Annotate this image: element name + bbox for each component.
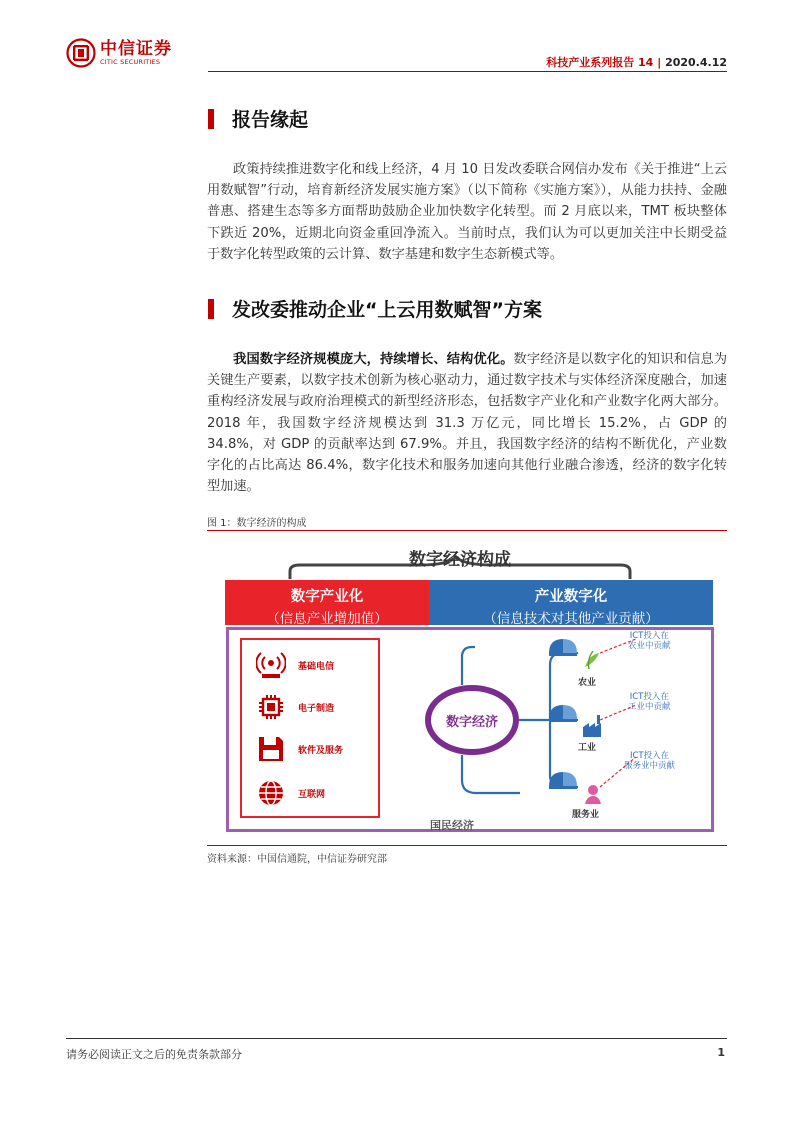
ict-label-agriculture xyxy=(628,631,671,651)
right-box-title: 产业数字化 xyxy=(534,589,608,605)
ict-label-services xyxy=(624,751,675,771)
item-internet xyxy=(256,778,325,808)
sector-agriculture xyxy=(547,637,605,675)
item-label: 互联网 xyxy=(298,789,326,800)
industrial-digitization-box xyxy=(429,580,713,625)
sector-label: 农业 xyxy=(578,678,597,688)
digital-economy-core xyxy=(425,685,519,755)
item-label: 软件及服务 xyxy=(298,745,344,756)
sector-label: 工业 xyxy=(578,743,597,753)
ict-line1: ICT投入在 xyxy=(629,692,669,702)
item-electronics xyxy=(256,692,334,722)
heading-text: 报告缘起 xyxy=(232,109,309,131)
figure-source: 资料来源：中国信通院，中信证券研究部 xyxy=(207,854,387,865)
digital-economy-diagram xyxy=(220,535,720,840)
ict-line2: 工业中贡献 xyxy=(628,702,671,712)
logo-chinese: 中信证券 xyxy=(100,39,172,59)
core-label: 数字经济 xyxy=(445,714,498,730)
heading-marker xyxy=(208,109,214,129)
national-economy-label: 国民经济 xyxy=(430,819,474,832)
sector-services xyxy=(547,770,605,808)
left-box-subtitle: （信息产业增加值） xyxy=(266,611,388,627)
company-logo xyxy=(66,38,172,68)
service-icon xyxy=(547,770,605,808)
report-date: 2020.4.12 xyxy=(665,56,727,69)
digital-industrialization-box xyxy=(225,580,429,625)
factory-icon xyxy=(547,703,605,741)
disclaimer-note: 请务必阅读正文之后的免责条款部分 xyxy=(66,1048,242,1061)
header-rule xyxy=(208,71,727,72)
diagram-title: 数字经济构成 xyxy=(409,550,511,570)
paragraph-1 xyxy=(207,159,727,265)
page-number: 1 xyxy=(717,1046,725,1059)
ict-line2: 服务业中贡献 xyxy=(624,761,676,771)
ict-line2: 农业中贡献 xyxy=(628,641,671,651)
sector-industry xyxy=(547,703,605,741)
ict-line1: ICT投入在 xyxy=(629,631,669,641)
sector-label: 服务业 xyxy=(572,810,600,820)
report-name: 科技产业系列报告 14 xyxy=(546,56,654,69)
item-software xyxy=(256,734,343,764)
item-label: 基础电信 xyxy=(298,661,335,672)
ict-label-industry xyxy=(628,692,671,712)
figure-bottom-rule xyxy=(207,845,727,846)
antenna-icon xyxy=(256,650,286,680)
section-heading-2 xyxy=(208,295,542,322)
ict-line1: ICT投入在 xyxy=(629,751,670,761)
paragraph-2-lead: 我国数字经济规模庞大，持续增长、结构优化。 xyxy=(233,352,514,367)
paragraph-2 xyxy=(207,349,727,497)
paragraph-2-text: 数字经济是以数字化的知识和信息为关键生产要素，以数字技术创新为核心驱动力，通过数字技术与实体经济深度融合，加速重构经济发展与政府治理模式的新型经济形态，包括数字产业化和产业数字化两大部分。2018 年，我国数字经济规模达到 31.3 万亿元，同比增长 15.2%，占 GDP 的 34.8%，对 GDP 的贡献率达到 67.9%。并且，我国数字经济的结构不断优化，产业数字化的占比高达 86.4%，数字化技术和服务加速向其他行业融合渗透，经济的数字化转型加速。 xyxy=(207,352,728,495)
figure-top-rule xyxy=(207,530,727,531)
heading-text: 发改委推动企业“上云用数赋智”方案 xyxy=(232,299,542,321)
section-heading-1 xyxy=(208,105,308,132)
right-box-subtitle: （信息技术对其他产业贡献） xyxy=(483,611,659,627)
globe-icon xyxy=(256,778,286,808)
footer-rule xyxy=(66,1038,727,1039)
heading-marker xyxy=(208,299,214,319)
item-label: 电子制造 xyxy=(298,703,335,714)
paragraph-1-text: 政策持续推进数字化和线上经济，4 月 10 日发改委联合网信办发布《关于推进“上云用数赋智”行动，培育新经济发展实施方案》（以下简称《实施方案》），从能力扶持、金融普惠、搭建生态等多方面帮助鼓励企业加快数字化转型。而 2 月底以来，TMT 板块整体下跌近 20%，近期北向资金重回净流入。当前时点，我们认为可以更加关注中长期受益于数字化转型政策的云计算、数字基建和数字生态新模式等。 xyxy=(207,162,727,262)
item-telecom xyxy=(256,650,334,680)
header-separator: | xyxy=(657,56,662,69)
report-header xyxy=(546,54,727,70)
logo-english: CITIC SECURITIES xyxy=(100,58,161,66)
floppy-disk-icon xyxy=(256,734,286,764)
chip-icon xyxy=(256,692,286,722)
agriculture-icon xyxy=(547,637,605,675)
citic-logo-icon xyxy=(66,38,96,68)
figure-caption: 图 1：数字经济的构成 xyxy=(207,518,307,529)
left-box-title: 数字产业化 xyxy=(290,589,364,605)
